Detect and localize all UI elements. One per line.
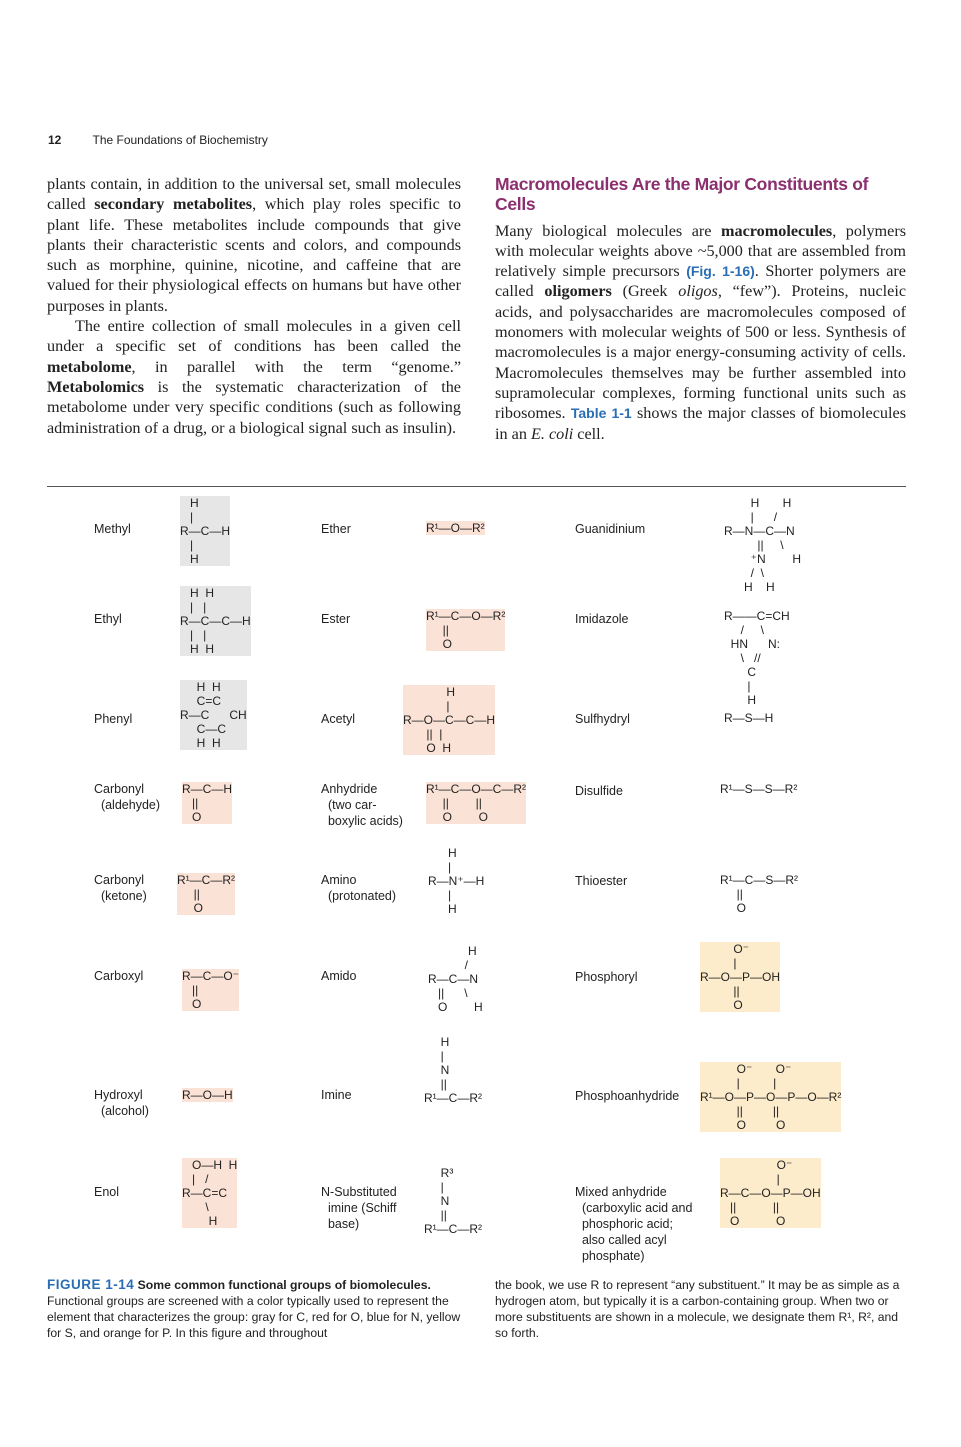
group-name: Mixed anhydride (carboxylic acid and phosphoric acid; also called acyl phosphate) xyxy=(575,1185,693,1263)
group-formula: R—C—H || O xyxy=(182,782,232,824)
left-column xyxy=(47,174,461,438)
group-formula: O⁻ | R—O—P—OH || O xyxy=(700,942,781,1012)
group-formula: R¹—C—S—R² || O xyxy=(720,873,798,915)
group-name: Carboxyl xyxy=(94,969,144,983)
figure-title: Some common functional groups of biomolecules. xyxy=(137,1278,431,1292)
group-name: Acetyl xyxy=(321,712,356,726)
text-run: “few”). Proteins, nucleic acids, and polysaccharides are macromolecules composed of monomers with molecular weights of 500 or less. Synthesis of macromolecules is a major energy-consuming activity of cells. Macromolecules themselves may be further assembled into supramolecular complexes, forming functional units such as ribosomes. xyxy=(495,282,907,423)
text-run: , polymers with molecular weights above ~5,000 that are assembled from relatively simple precursors xyxy=(495,221,907,281)
running-title: The Foundations of Biochemistry xyxy=(92,133,268,147)
group-formula: R—O—H xyxy=(182,1088,233,1102)
group-name: N-Substituted imine (Schiff base) xyxy=(321,1185,397,1231)
text-run: shows the major classes of biomolecules in an xyxy=(495,404,906,443)
bold-term: secondary metabolites xyxy=(94,195,253,214)
group-formula: H | R—O—C—C—H || | O H xyxy=(403,685,495,755)
group-name: Phosphoryl xyxy=(575,970,638,984)
caption-text-continued: the book, we use R to represent “any substituent.” It may be as simple as a hydrogen atom, but typically it is a carbon-containing group. When two or more substituents are shown in a molecule, we designate them R¹, R², and so forth. xyxy=(495,1278,900,1340)
group-formula: R—S—H xyxy=(724,711,774,725)
text-run: Many biological molecules are xyxy=(495,221,721,240)
italic-text: E. coli xyxy=(530,424,574,443)
caption-text: Functional groups are screened with a color typically used to represent the element that characterizes the group: gray for C, red for O, blue for N, yellow for S, and orange for P. In this figure and throughout xyxy=(47,1294,461,1340)
group-formula: O⁻ O⁻ | | R¹—O—P—O—P—O—R² || || O O xyxy=(700,1062,842,1132)
figure-top-rule xyxy=(47,486,906,487)
group-name: Methyl xyxy=(94,522,131,536)
page-number: 12 xyxy=(48,133,62,147)
text-run: cell. xyxy=(573,424,605,443)
section-heading: Macromolecules Are the Major Constituents of Cells xyxy=(495,174,869,215)
group-name: Guanidinium xyxy=(575,522,646,536)
group-name: Hydroxyl (alcohol) xyxy=(94,1088,149,1118)
group-formula: R¹—C—O—R² || O xyxy=(426,609,506,651)
group-formula: R¹—O—R² xyxy=(426,521,485,535)
group-name: Phosphoanhydride xyxy=(575,1089,680,1103)
group-name: Amino (protonated) xyxy=(321,873,397,903)
group-name: Phenyl xyxy=(94,712,133,726)
bold-term: macromolecules xyxy=(721,221,833,240)
right-paragraph xyxy=(495,221,906,444)
text-run: , which play roles specific to plant life. These metabolites include compounds that give plants their characteristic scents and colors, and compounds such as morphine, quinine, nicotine, and caffeine that are valued for their physiological effects on humans but have other purposes in plants. xyxy=(47,195,461,315)
figure-caption-right xyxy=(495,1277,907,1341)
right-column xyxy=(495,174,906,444)
text-run: (Greek xyxy=(611,282,679,301)
text-run: , in parallel with the term “genome.” xyxy=(131,357,461,376)
text-run: The entire collection of small molecules in a given cell under a specific set of conditions has been called the xyxy=(47,317,461,356)
group-name: Enol xyxy=(94,1185,120,1199)
group-formula: R¹—S—S—R² xyxy=(720,782,798,796)
text-run: . Shorter polymers are called xyxy=(495,262,906,301)
functional-groups-figure xyxy=(0,490,961,1270)
group-formula: H / R—C—N || \ O H xyxy=(428,944,483,1014)
group-name: Sulfhydryl xyxy=(575,712,630,726)
group-formula: H H | | R—C—C—H | | H H xyxy=(180,586,251,656)
group-formula: O⁻ | R—C—O—P—OH || || O O xyxy=(720,1158,821,1228)
group-formula: H | R—N⁺—H | H xyxy=(428,846,485,916)
group-formula: O—H H | / R—C=C \ H xyxy=(182,1158,238,1228)
text-run: plants contain, in addition to the universal set, small molecules called xyxy=(47,175,461,214)
group-name: Imidazole xyxy=(575,612,629,626)
bold-term: oligomers xyxy=(544,282,612,301)
group-formula: R—C—O⁻ || O xyxy=(182,969,239,1011)
cross-reference-link[interactable]: (Fig. 1-16) xyxy=(686,263,755,280)
group-name: Ester xyxy=(321,612,351,626)
group-formula: H | N || R¹—C—R² xyxy=(424,1035,482,1105)
text-run: is the systematic characterization of the metabolome under very specific conditions (such as following administration of a drug, or a biological signal such as insulin). xyxy=(47,377,461,437)
bold-term: metabolome xyxy=(47,357,132,376)
group-formula: H | R—C—H | H xyxy=(180,496,230,566)
group-formula: R——C=CH / \ HN N: \ // C | H xyxy=(724,609,790,707)
group-name: Amido xyxy=(321,969,357,983)
group-formula: H H | / R—N—C—N || \ ⁺N H / \ H H xyxy=(724,496,802,594)
figure-label: FIGURE 1-14 xyxy=(47,1277,135,1292)
figure-caption-left xyxy=(47,1277,461,1341)
italic-text: oligos, xyxy=(678,282,722,301)
group-name: Ethyl xyxy=(94,612,122,626)
group-formula: R¹—C—O—C—R² || || O O xyxy=(426,782,526,824)
cross-reference-link[interactable]: Table 1-1 xyxy=(570,405,632,422)
group-formula: R¹—C—R² || O xyxy=(177,873,235,915)
group-name: Imine xyxy=(321,1088,352,1102)
left-paragraph-2 xyxy=(47,316,461,438)
group-name: Carbonyl (ketone) xyxy=(94,873,147,903)
group-name: Ether xyxy=(321,522,351,536)
group-name: Thioester xyxy=(575,874,628,888)
group-formula: H H C=C R—C CH C—C H H xyxy=(180,680,247,750)
group-name: Anhydride (two car- boxylic acids) xyxy=(321,782,403,828)
page-header xyxy=(48,133,268,147)
group-name: Disulfide xyxy=(575,784,623,798)
left-paragraph-1 xyxy=(47,174,461,316)
group-formula: R³ | N || R¹—C—R² xyxy=(424,1166,482,1236)
bold-term: Metabolomics xyxy=(47,377,145,396)
group-name: Carbonyl (aldehyde) xyxy=(94,782,161,812)
